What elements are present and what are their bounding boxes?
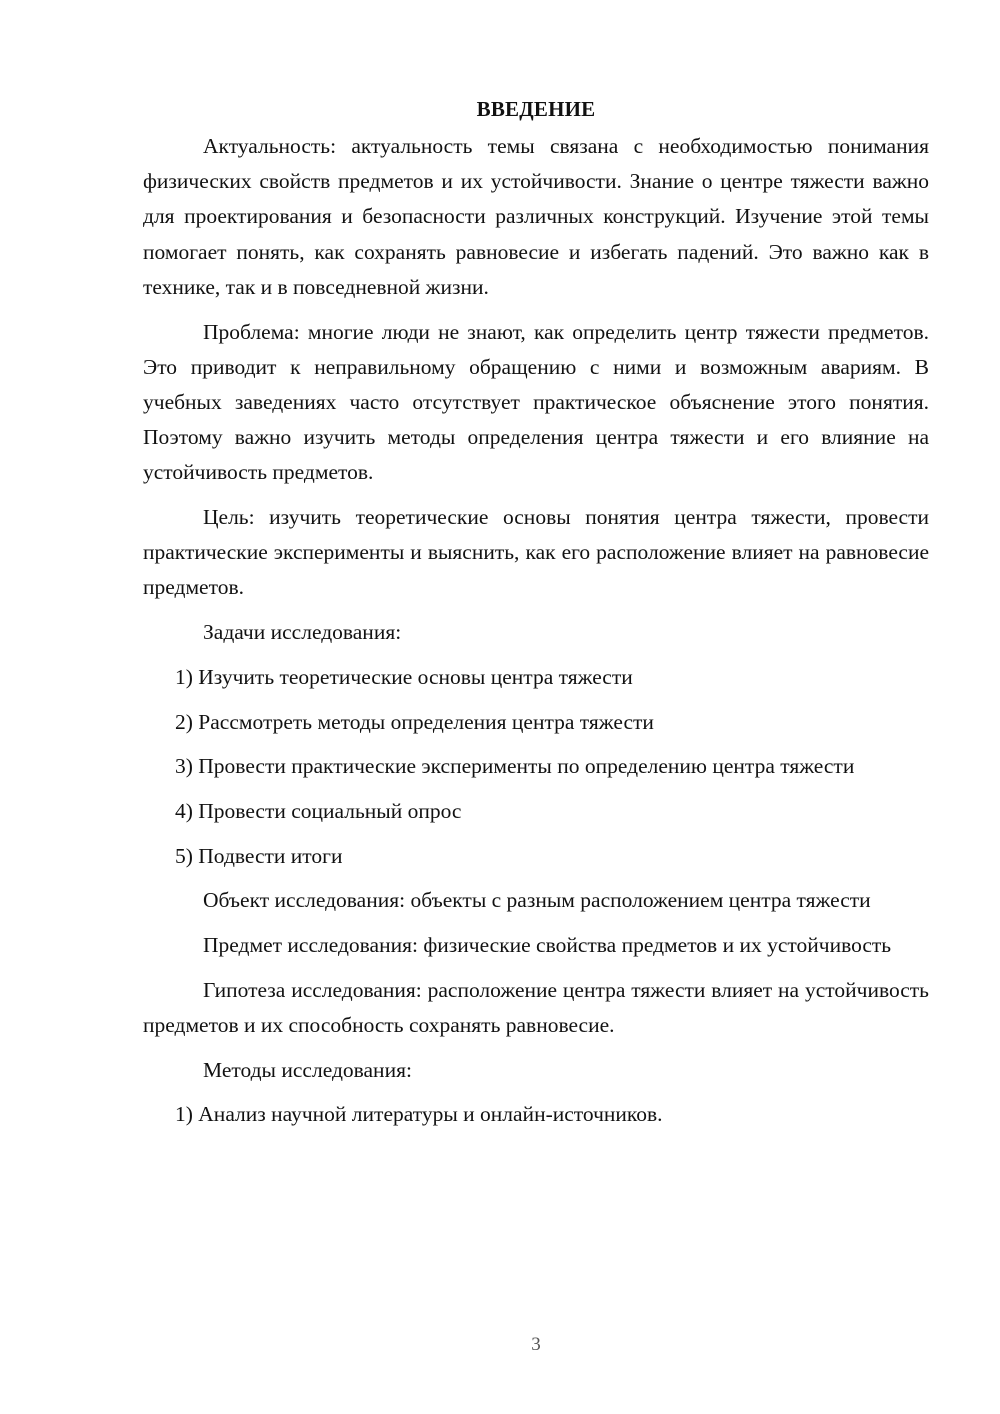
methods-heading: Методы исследования: bbox=[203, 1057, 412, 1082]
document-page bbox=[143, 92, 929, 1142]
page-title: ВВЕДЕНИЕ bbox=[476, 97, 596, 121]
task-item-1: 1) Изучить теоретические основы центра тяжести bbox=[175, 664, 633, 689]
page-number: 3 bbox=[531, 1334, 541, 1355]
problem-paragraph: Проблема: многие люди не знают, как определить центр тяжести предметов. Это приводит к неправильному обращению с ними и возможным авариям. В учебных заведениях часто отсутствует практическое объяснение этого понятия. Поэтому важно изучить методы определения центра тяжести и его влияние на устойчивость предметов. bbox=[143, 319, 929, 485]
hypothesis-paragraph: Гипотеза исследования: расположение центра тяжести влияет на устойчивость предметов и их способность сохранять равновесие. bbox=[143, 977, 929, 1037]
task-item-2: 2) Рассмотреть методы определения центра тяжести bbox=[175, 709, 654, 734]
method-item-1: 1) Анализ научной литературы и онлайн-источников. bbox=[175, 1102, 663, 1127]
subject-paragraph: Предмет исследования: физические свойства предметов и их устойчивость bbox=[203, 933, 892, 958]
goal-paragraph: Цель: изучить теоретические основы понятия центра тяжести, провести практические эксперименты и выяснить, как его расположение влияет на равновесие предметов. bbox=[143, 505, 929, 600]
tasks-heading: Задачи исследования: bbox=[203, 620, 402, 645]
object-paragraph: Объект исследования: объекты с разным расположением центра тяжести bbox=[203, 888, 871, 913]
task-item-3: 3) Провести практические эксперименты по определению центра тяжести bbox=[175, 754, 855, 779]
task-item-4: 4) Провести социальный опрос bbox=[175, 798, 462, 823]
task-item-5: 5) Подвести итоги bbox=[175, 843, 343, 868]
relevance-paragraph: Актуальность: актуальность темы связана с необходимостью понимания физических свойств предметов и их устойчивости. Знание о центре тяжести важно для проектирования и безопасности различных конструкций. Изучение этой темы помогает понять, как сохранять равновесие и избегать падений. Это важно как в технике, так и в повседневной жизни. bbox=[143, 134, 929, 299]
